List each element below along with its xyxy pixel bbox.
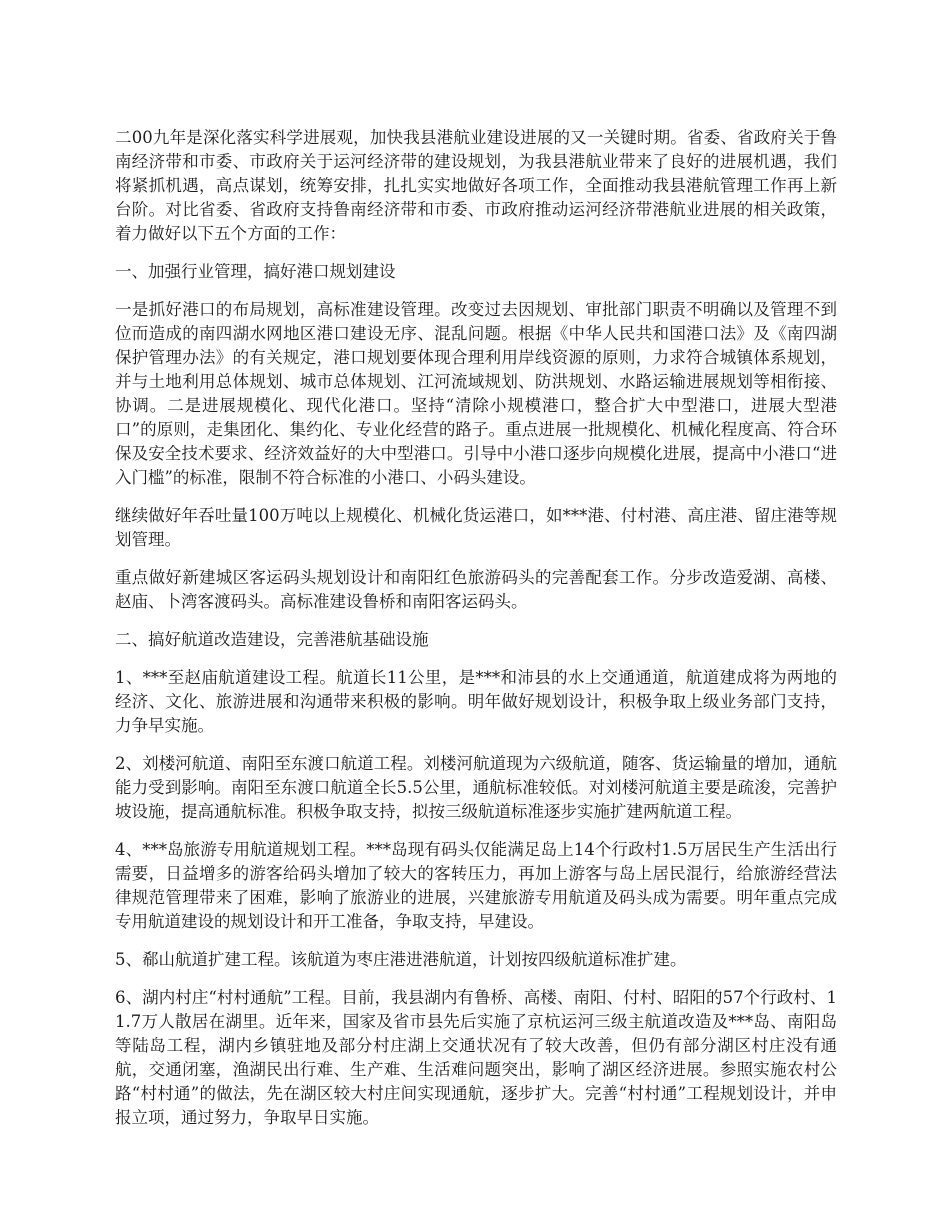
item-5-paragraph: 5、郗山航道扩建工程。该航道为枣庄港进港航道，计划按四级航道标准扩建。 <box>115 950 687 969</box>
item-2-paragraph: 2、刘楼河航道、南阳至东渡口航道工程。刘楼河航道现为六级航道，随客、货运输量的增加，通航能力受到影响。南阳至东渡口航道全长5.5公里，通航标准较低。对刘楼河航道主要是疏浚，完善护坡设施，提高通航标准。积极争取支持，拟按三级航道标准逐步实施扩建两航道工程。 <box>115 754 837 821</box>
item-1-paragraph: 1、***至赵庙航道建设工程。航道长11公里，是***和沛县的水上交通通道，航道建成将为两地的经济、文化、旅游进展和沟通带来积极的影响。明年做好规划设计，积极争取上级业务部门支持，力争早实施。 <box>115 668 837 735</box>
item-6-paragraph: 6、湖内村庄“村村通航”工程。目前，我县湖内有鲁桥、高楼、南阳、付村、昭阳的57个行政村、11.7万人散居在湖里。近年来，国家及省市县先后实施了京杭运河三级主航道改造及***岛、南阳岛等陆岛工程，湖内乡镇驻地及部分村庄湖上交通状况有了较大改善，但仍有部分湖区村庄没有通航，交通闭塞，渔湖民出行难、生产难、生活难问题突出，影响了湖区经济进展。参照实施农村公路“村村通”的做法，先在湖区较大村庄间实现通航，逐步扩大。完善“村村通”工程规划设计，并申报立项，通过努力，争取早日实施。 <box>115 988 837 1127</box>
port-planning-paragraph: 一是抓好港口的布局规划，高标准建设管理。改变过去因规划、审批部门职责不明确以及管理不到位而造成的南四湖水网地区港口建设无序、混乱问题。根据《中华人民共和国港口法》及《南四湖保护管理办法》的有关规定，港口规划要体现合理利用岸线资源的原则，力求符合城镇体系规划，并与土地利用总体规划、城市总体规划、江河流域规划、防洪规划、水路运输进展规划等相衔接、协调。二是进展规模化、现代化港口。坚持“清除小规模港口，整合扩大中型港口，进展大型港口”的原则，走集团化、集约化、专业化经营的路子。重点进展一批规模化、机械化程度高、符合环保及安全技术要求、经济效益好的大中型港口。引导中小港口逐步向规模化进展，提高中小港口“进入门槛”的标准，限制不符合标准的小港口、小码头建设。 <box>115 300 837 487</box>
item-4-paragraph: 4、***岛旅游专用航道规划工程。***岛现有码头仅能满足岛上14个行政村1.5万居民生产生活出行需要，日益增多的游客给码头增加了较大的客转压力，再加上游客与岛上居民混行，给旅游经营法律规范管理带来了困难，影响了旅游业的进展，兴建旅游专用航道及码头成为需要。明年重点完成专用航道建设的规划设计和开工准备，争取支持，早建设。 <box>115 840 837 931</box>
cargo-port-paragraph: 继续做好年吞吐量100万吨以上规模化、机械化货运港口，如***港、付村港、高庄港、留庄港等规划管理。 <box>115 506 837 549</box>
passenger-terminal-paragraph: 重点做好新建城区客运码头规划设计和南阳红色旅游码头的完善配套工作。分步改造爱湖、高楼、赵庙、卜湾客渡码头。高标准建设鲁桥和南阳客运码头。 <box>115 568 837 611</box>
intro-paragraph: 二00九年是深化落实科学进展观，加快我县港航业建设进展的又一关键时期。省委、省政府关于鲁南经济带和市委、市政府关于运河经济带的建设规划，为我县港航业带来了良好的进展机遇，我们将紧抓机遇，高点谋划，统筹安排，扎扎实实地做好各项工作，全面推动我县港航管理工作再上新台阶。对比省委、省政府支持鲁南经济带和市委、市政府推动运河经济带港航业进展的相关政策，着力做好以下五个方面的工作： <box>115 128 837 243</box>
section-heading-1: 一、加强行业管理，搞好港口规划建设 <box>115 262 396 281</box>
document-body <box>115 126 837 1144</box>
section-heading-2: 二、搞好航道改造建设，完善港航基础设施 <box>115 630 429 649</box>
